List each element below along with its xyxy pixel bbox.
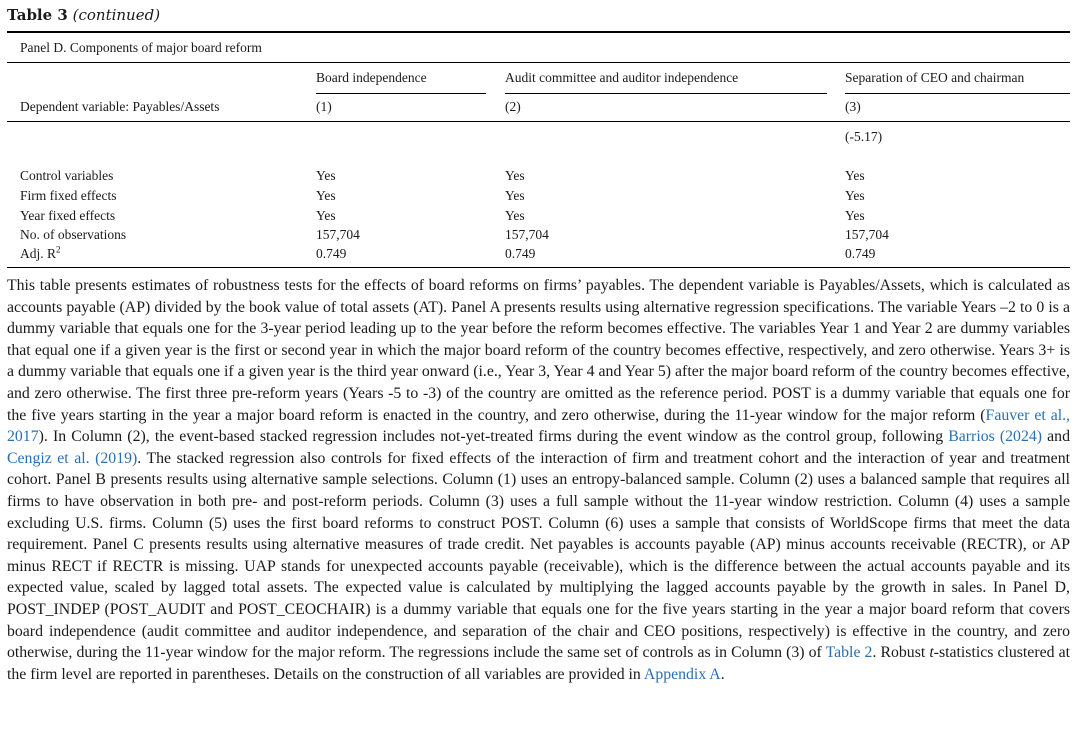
note-text: ). In Column (2), the event-based stacked regression includes not-yet-treated firms during the event window as the control group, following — [38, 428, 949, 446]
col-number-2: (2) — [505, 99, 521, 114]
row-label: Control variables — [20, 168, 114, 183]
row-value: Yes — [845, 168, 865, 183]
header-bottom-rule — [7, 121, 1070, 122]
note-text: and — [1042, 428, 1070, 446]
panel-rule — [7, 62, 1070, 63]
row-value: Yes — [316, 208, 336, 223]
row-value: Yes — [845, 208, 865, 223]
col-header-2: Audit committee and auditor independence — [505, 70, 739, 85]
row-value: 157,704 — [505, 227, 549, 242]
t-statistic: (-5.17) — [845, 129, 883, 144]
header-underline-1 — [316, 93, 486, 94]
row-label: No. of observations — [20, 227, 127, 242]
table-bottom-rule — [7, 267, 1070, 268]
row-value: 157,704 — [845, 227, 889, 242]
row-label: Year fixed effects — [20, 208, 116, 223]
col-number-3: (3) — [845, 99, 861, 114]
row-value: 157,704 — [316, 227, 360, 242]
citation-link-cengiz[interactable]: Cengiz et al. (2019) — [7, 449, 138, 467]
col-header-1: Board independence — [316, 70, 427, 85]
adj-r2-text: Adj. R — [20, 246, 57, 261]
col-number-1: (1) — [316, 99, 332, 114]
row-value: Yes — [505, 188, 525, 203]
row-label: Firm fixed effects — [20, 188, 117, 203]
appendix-a-link[interactable]: Appendix A — [643, 665, 721, 683]
note-text: This table presents estimates of robustness tests for the effects of board reforms on firms’ payables. The dependent variable is Payables/Assets, which is calculated as accounts payable (AP) divided by the book value of total assets (AT). Panel A presents results using alternative regression specifications. The variable Years –2 to 0 is a dummy variable that equals one for the 3-year period leading up to the year before the reform becomes effective. The variables Year 1 and Year 2 are dummy variables that equal one if a given year is the first or second year in which the major board reform of the country becomes effective, respectively, and zero otherwise. Years 3+ is a dummy variable that equals one if a given year is the third year onward (i.e., Year 3, Year 4 and Year 5) after the major board reform of the country becomes effective, and zero otherwise. The first three pre-reform years (Years -5 to -3) of the country are omitted as the reference period. POST is a dummy variable that equals one for the five years starting in the year a major board reform is enacted in the country, and zero otherwise, during the 11-year window for the major reform ( — [7, 277, 1070, 424]
table-label: Table 3 — [7, 6, 68, 24]
row-value: Yes — [316, 188, 336, 203]
adj-r2-value: 0.749 — [316, 246, 347, 261]
adj-r2-value: 0.749 — [845, 246, 876, 261]
row-value: Yes — [316, 168, 336, 183]
note-text: . — [720, 665, 725, 683]
row-value: Yes — [505, 168, 525, 183]
header-underline-3 — [845, 93, 1070, 94]
adj-r2-superscript: 2 — [56, 244, 61, 255]
table-2-link[interactable]: Table 2 — [825, 644, 873, 662]
note-italic-t: t — [929, 644, 934, 662]
adj-r2-value: 0.749 — [505, 246, 536, 261]
citation-link-barrios[interactable]: Barrios (2024) — [948, 428, 1043, 446]
note-text: -statistics clustered at the firm level are reported in parentheses. Details on the construction of all variables are provided in — [7, 644, 1070, 683]
top-rule — [7, 31, 1070, 33]
table-title — [7, 6, 160, 24]
note-text: . Robust — [872, 644, 930, 662]
table-continued: (continued) — [72, 6, 161, 24]
row-value: Yes — [845, 188, 865, 203]
panel-title: Panel D. Components of major board reform — [20, 40, 262, 55]
note-text: . The stacked regression also controls for fixed effects of the interaction of firm and treatment cohort and the interaction of year and treatment cohort. Panel B presents results using alternative sample selections. Column (1) uses an entropy-balanced sample. Column (2) uses a balanced sample that requires all firms to have observation in both pre- and post-reform periods. Column (3) uses a full sample without the 11-year window restriction. Column (4) uses a sample excluding U.S. firms. Column (5) uses the first board reforms to construct POST. Column (6) uses a sample that consists of WorldScope firms that meet the data requirement. Panel C presents results using alternative measures of trade credit. Net payables is accounts payable (AP) minus accounts receivable (RECTR), or AP minus RECT if RECTR is missing. UAP stands for unexpected accounts payable (receivable), which is the difference between the actual accounts payable and its expected value, scaled by lagged total assets. The expected value is calculated by multiplying the lagged accounts payable by the growth in sales. In Panel D, POST_INDEP (POST_AUDIT and POST_CEOCHAIR) is a dummy variable that equals one for the five years starting in the year a major board reform that covers board independence (audit committee and auditor independence, and separation of the chair and CEO positions, respectively) is effective in the country, and zero otherwise, during the 11-year window for the major reform. The regressions include the same set of controls as in Column (3) of — [7, 449, 1070, 662]
citation-link-fauver[interactable]: Fauver et al., 2017 — [7, 406, 1070, 446]
adj-r2-label — [20, 246, 61, 262]
header-underline-2 — [505, 93, 827, 94]
table-note — [7, 275, 1070, 685]
dependent-variable-label: Dependent variable: Payables/Assets — [20, 99, 220, 114]
row-value: Yes — [505, 208, 525, 223]
col-header-3: Separation of CEO and chairman — [845, 70, 1025, 85]
